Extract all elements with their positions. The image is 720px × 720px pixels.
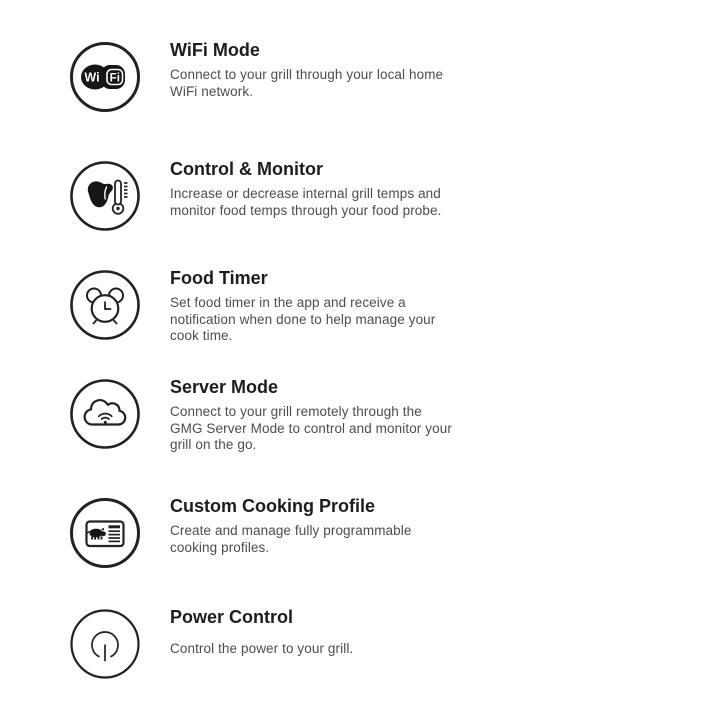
wifi-badge-wi-label: Wi bbox=[84, 70, 100, 85]
cloud-wifi-icon bbox=[68, 377, 142, 451]
wifi-logo-icon bbox=[68, 40, 142, 114]
feature-title: Custom Cooking Profile bbox=[170, 496, 376, 516]
feature-row-custom-cooking-profile bbox=[68, 496, 468, 570]
feature-title: Control & Monitor bbox=[170, 159, 323, 179]
alarm-clock-icon bbox=[68, 268, 142, 342]
feature-row-power-control bbox=[68, 607, 468, 681]
steak-thermometer-icon bbox=[68, 159, 142, 233]
feature-text-wifi-mode bbox=[170, 40, 452, 100]
feature-row-server-mode bbox=[68, 377, 468, 454]
feature-row-food-timer bbox=[68, 268, 468, 345]
feature-text-control-monitor bbox=[170, 159, 452, 219]
feature-title: Food Timer bbox=[170, 268, 268, 288]
feature-text-food-timer bbox=[170, 268, 452, 345]
feature-description: Connect to your grill remotely through the GMG Server Mode to control and monitor your grill on the go. bbox=[170, 404, 452, 452]
feature-row-wifi-mode bbox=[68, 40, 468, 114]
feature-description: Connect to your grill through your local home WiFi network. bbox=[170, 67, 444, 99]
feature-text-server-mode bbox=[170, 377, 452, 454]
feature-title: Power Control bbox=[170, 607, 294, 627]
cooking-profile-card-icon bbox=[68, 496, 142, 570]
wifi-badge-fi-label: Fi bbox=[109, 72, 120, 85]
feature-description: Increase or decrease internal grill temps and monitor food temps through your food probe. bbox=[170, 186, 442, 218]
feature-text-power-control bbox=[170, 607, 452, 658]
feature-description: Control the power to your grill. bbox=[170, 641, 354, 656]
feature-description: Create and manage fully programmable cooking profiles. bbox=[170, 523, 412, 555]
feature-title: Server Mode bbox=[170, 377, 279, 397]
feature-row-control-monitor bbox=[68, 159, 468, 233]
feature-description: Set food timer in the app and receive a notification when done to help manage your cook time. bbox=[170, 295, 436, 343]
power-icon bbox=[68, 607, 142, 681]
feature-text-custom-cooking-profile bbox=[170, 496, 452, 556]
feature-title: WiFi Mode bbox=[170, 40, 260, 60]
